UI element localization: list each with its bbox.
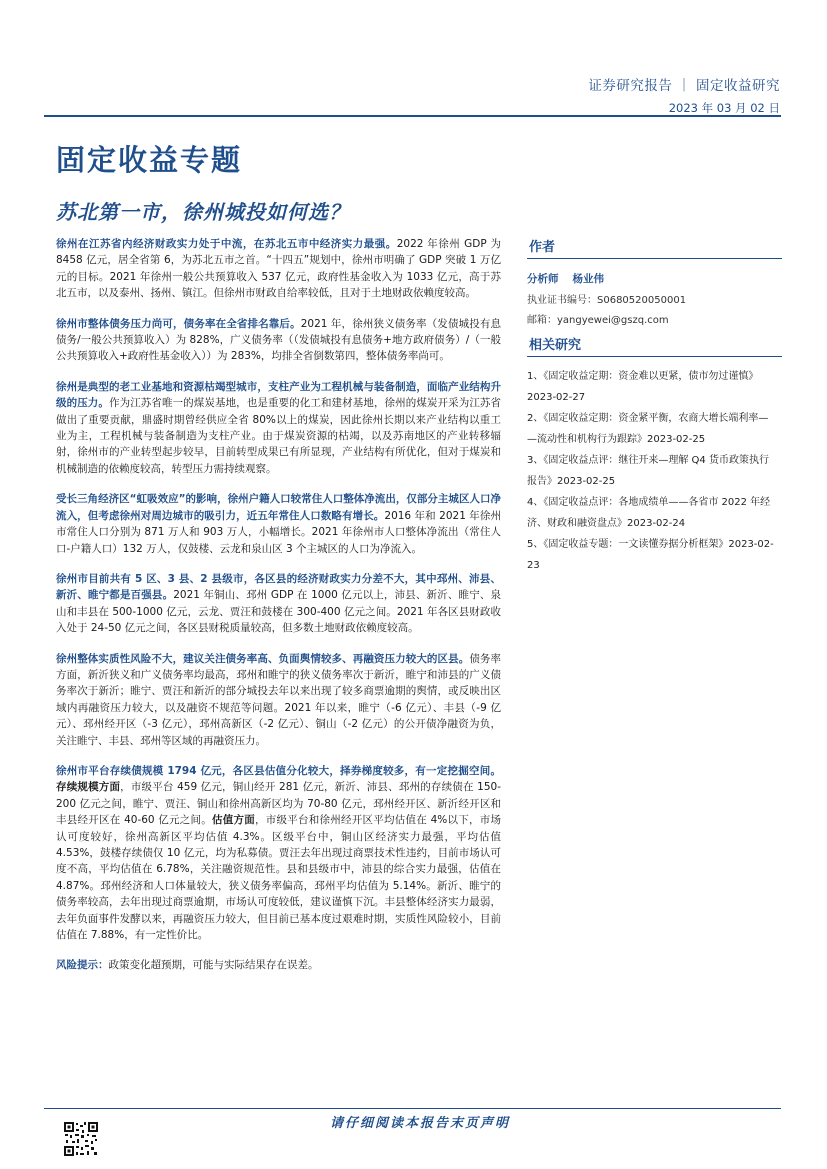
analyst-label: 分析师	[527, 273, 559, 285]
paragraph-subhead: 估值方面	[211, 814, 255, 827]
analyst-name: 杨业伟	[572, 273, 604, 285]
paragraph-body: 2021 年铜山、邳州 GDP 在 1000 亿元以上，沛县、新沂、睢宁、泉山和丰县在 500-1000 亿元，云龙、贾汪和鼓楼在 300-400 亿元之间。2021 年各区县财政收入处于 24-50 亿元之间，各区县财税质量较高，但多数土地财政依赖度较高。	[56, 589, 502, 635]
report-type: 证券研究报告 ｜ 固定收益研究	[588, 78, 780, 94]
related-item[interactable]: 1、《固定收益定期：资金难以更紧，债市勿过谨慎》 2023-02-27	[527, 371, 759, 403]
paragraph-lead: 徐州整体实质性风险不大，建议关注债务率高、负面舆情较多、再融资压力较大的区县。	[56, 652, 470, 665]
paragraph-lead: 徐州市平台存续债规模 1794 亿元，各区县估值分化较大，择券梯度较多，有一定挖掘空间。	[56, 764, 501, 777]
related-item[interactable]: 3、《固定收益点评：继往开来—理解 Q4 货币政策执行 报告》2023-02-25	[527, 455, 769, 487]
author-heading: 作者	[527, 236, 782, 259]
analyst-email[interactable]: 邮箱：yangyewei@gszq.com	[527, 315, 669, 326]
footer-disclaimer: 请仔细阅读本报告末页声明	[330, 1116, 511, 1131]
paragraph-lead: 徐州在江苏省内经济财政实力处于中流，在苏北五市中经济实力最强。	[56, 238, 397, 250]
footer-divider	[44, 1108, 781, 1109]
cert-number: 执业证书编号：S0680520050001	[527, 295, 687, 306]
page-subtitle: 苏北第一市，徐州城投如何选？	[56, 200, 350, 224]
sidebar	[527, 236, 782, 576]
paragraph-body: ，市级平台 459 亿元，铜山经开 281 亿元，新沂、沛县、邳州的存续债在 150-200 亿元之间，睢宁、贾汪、铜山和徐州高新区均为 70-80 亿元，邳州经开区、新沂经开区和丰县经开区在 40-60 亿元之间。	[56, 781, 501, 827]
paragraph-subhead: 存续规模方面	[56, 781, 121, 794]
main-content	[56, 236, 501, 988]
paragraph-valuation	[56, 763, 501, 943]
paragraph-body: 2016 年和 2021 年徐州市常住人口分别为 871 万人和 903 万人，小幅增长。2021 年徐州市人口整体净流出（常住人口-户籍人口）132 万人，仅鼓楼、云龙和泉山区 3 个主城区的人口为净流入。	[56, 509, 501, 555]
paragraph-lead: 徐州市整体债务压力尚可，债务率在全省排名靠后。	[56, 317, 301, 330]
risk-text: 政策变化超预期，可能与实际结果存在误差。	[108, 959, 319, 972]
report-header	[588, 74, 780, 116]
report-date: 2023 年 03 月 02 日	[668, 101, 780, 115]
risk-label: 风险提示：	[56, 959, 109, 972]
related-item[interactable]: 4、《固定收益点评：各地成绩单——各省市 2022 年经 济、财政和融资盘点》2023-02-24	[527, 497, 771, 529]
paragraph-economy	[56, 236, 501, 302]
related-item[interactable]: 2、《固定收益定期：资金紧平衡，农商大增长端利率— —流动性和机构行为跟踪》2023-02-25	[527, 413, 769, 445]
risk-note	[56, 957, 501, 973]
paragraph-lead: 徐州是典型的老工业基地和资源枯竭型城市，支柱产业为工程机械与装备制造，面临产业结构升级的压力。	[56, 380, 501, 410]
paragraph-body: ，市级平台和徐州经开区平均估值在 4%以下，市场认可度较好，徐州高新区平均估值 4.3%。区级平台中，铜山区经济实力最强，平均估值 4.53%，鼓楼存续债仅 10 亿元，均为私募债。贾汪去年出现过商票技术性违约，目前市场认可度不高，平均估值在 6.78%，关注融资规范性。县和县级市中，沛县的综合实力最强，估值在 4.87%。邳州经济和人口体量较大，狭义债务率偏高，邳州平均估值为 5.14%。新沂、睢宁的债务率较高，去年出现过商票逾期，市场认可度较低，建议谨慎下沉。丰县整体经济实力最弱，去年负面事件发酵以来，再融资压力较大，但目前已基本度过艰难时期，实质性风险较小，目前估值在 7.88%，有一定性价比。	[56, 814, 502, 942]
paragraph-districts	[56, 571, 501, 637]
paragraph-body: 2021 年，徐州狭义债务率（发债城投有息债务/一般公共预算收入）为 828%，广义债务率（（发债城投有息债务+地方政府债务）/（一般公共预算收入+政府性基金收入））为 283%，均排全省倒数第四，整体债务率尚可。	[56, 317, 502, 363]
paragraph-body: 作为江苏省唯一的煤炭基地，也是重要的化工和建材基地，徐州的煤炭开采为江苏省做出了重要贡献，鼎盛时期曾经供应全省 80%以上的煤炭，因此徐州长期以来产业结构以重工业为主，工程机械与装备制造为支柱产业。由于煤炭资源的枯竭，以及苏南地区的产业转移辐射，徐州市的产业转型起步较早，目前转型成果已有所显现，产业结构有所优化，但对于煤炭和机械制造的依赖度较高，转型压力需持续观察。	[56, 397, 502, 475]
header-divider	[44, 115, 781, 117]
page-title: 固定收益专题	[56, 143, 243, 177]
paragraph-debt	[56, 316, 501, 365]
paragraph-population	[56, 491, 501, 557]
paragraph-lead: 受长三角经济区“虹吸效应”的影响，徐州户籍人口较常住人口整体净流出，仅部分主城区人口净流入，但考虑徐州对周边城市的吸引力，近五年常住人口数略有增长。	[56, 493, 501, 522]
analyst-row	[527, 271, 782, 286]
related-item[interactable]: 5、《固定收益专题：一文读懂券据分析框架》2023-02- 23	[527, 539, 774, 571]
qr-code-icon	[63, 1121, 99, 1157]
paragraph-body: 2022 年徐州 GDP 为 8458 亿元，居全省第 6，为苏北五市之首。“十四五”规划中，徐州市明确了 GDP 突破 1 万亿元的目标。2021 年徐州一般公共预算收入 537 亿元，政府性基金收入为 1033 亿元，高于苏北五市，以及泰州、扬州、镇江。但徐州市财政自给率较低，且对于土地财政依赖度较高。	[56, 238, 501, 300]
related-list	[527, 366, 782, 576]
related-heading: 相关研究	[527, 334, 782, 357]
paragraph-risk-areas	[56, 651, 501, 749]
paragraph-body: 债务率方面，新沂狭义和广义债务率均最高，邳州和睢宁的狭义债务率次于新沂，睢宁和沛县的广义债务率次于新沂；睢宁、贾汪和新沂的部分城投去年以来出现了较多商票逾期的舆情，或反映出区域内再融资压力较大，以及融资不规范等问题。2021 年以来，睢宁（-6 亿元）、丰县（-9 亿元）、邳州经开区（-3 亿元），邳州高新区（-2 亿元）、铜山（-2 亿元）的公开债净融资为负，关注睢宁、丰县、邳州等区域的再融资压力。	[56, 652, 502, 747]
paragraph-industry	[56, 379, 501, 477]
paragraph-lead: 徐州市目前共有 5 区、3 县、2 县级市，各区县的经济财政实力分差不大，其中邳州、沛县、新沂、睢宁都是百强县。	[56, 572, 501, 602]
